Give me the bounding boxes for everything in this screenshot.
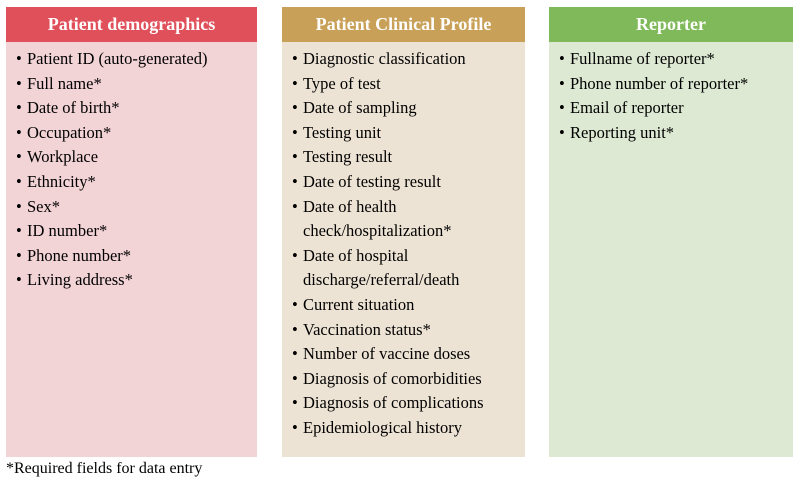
footnote: *Required fields for data entry [6,460,203,477]
list-item: • Occupation* [16,121,257,146]
list-item: • Diagnosis of comorbidities [292,367,525,392]
patient-demographics-header: Patient demographics [6,7,257,42]
list-item: • Email of reporter [559,96,793,121]
list-item: • Testing result [292,145,525,170]
patient-clinical-profile-panel [282,7,525,457]
list-item: • Date of birth* [16,96,257,121]
list-item: • Number of vaccine doses [292,342,525,367]
reporter-header: Reporter [549,7,793,42]
list-item: • Phone number* [16,244,257,269]
patient-demographics-panel [6,7,257,457]
list-item: • Epidemiological history [292,416,525,441]
patient-demographics-list [6,42,257,293]
list-item: • Reporting unit* [559,121,793,146]
list-item: • Diagnostic classification [292,47,525,72]
reporter-list [549,42,793,145]
list-item: • Sex* [16,195,257,220]
list-item: • Testing unit [292,121,525,146]
list-item: • Full name* [16,72,257,97]
list-item: • Ethnicity* [16,170,257,195]
list-item: • Vaccination status* [292,318,525,343]
list-item: • Workplace [16,145,257,170]
list-item: • Date of testing result [292,170,525,195]
list-item: • ID number* [16,219,257,244]
patient-clinical-profile-header: Patient Clinical Profile [282,7,525,42]
list-item-continuation: check/hospitalization* [303,221,452,241]
patient-clinical-profile-list [282,42,525,441]
list-item: • Current situation [292,293,525,318]
list-item: • Diagnosis of complications [292,391,525,416]
list-item-continuation: discharge/referral/death [303,270,460,290]
list-item: • Date of sampling [292,96,525,121]
list-item: • Type of test [292,72,525,97]
list-item: • Living address* [16,268,257,293]
list-item: • Date of hospital [292,244,525,269]
reporter-panel [549,7,793,457]
list-item: • Fullname of reporter* [559,47,793,72]
list-item: • Phone number of reporter* [559,72,793,97]
list-item: • Patient ID (auto-generated) [16,47,257,72]
list-item: • Date of health [292,195,525,220]
